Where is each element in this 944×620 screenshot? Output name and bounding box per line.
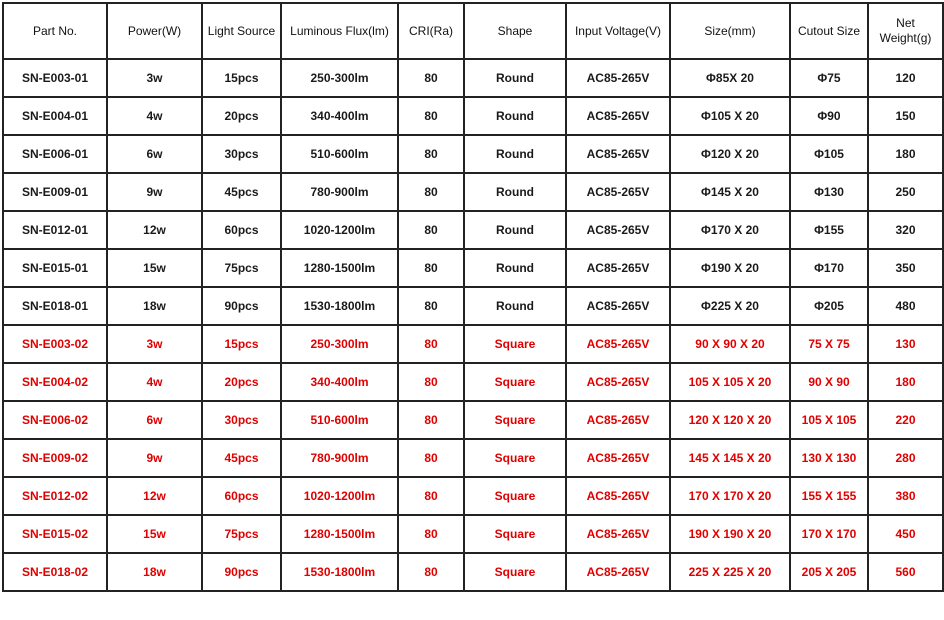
table-row xyxy=(3,401,943,439)
cell-luminous-flux: 1530-1800lm xyxy=(281,287,398,325)
header-row xyxy=(3,3,943,59)
cell-shape: Square xyxy=(464,439,566,477)
cell-input-voltage: AC85-265V xyxy=(566,477,670,515)
table-row xyxy=(3,439,943,477)
cell-net-weight: 120 xyxy=(868,59,943,97)
cell-cutout-size: 90 X 90 xyxy=(790,363,868,401)
column-header-shape: Shape xyxy=(464,3,566,59)
cell-net-weight: 380 xyxy=(868,477,943,515)
cell-input-voltage: AC85-265V xyxy=(566,135,670,173)
cell-cutout-size: Φ170 xyxy=(790,249,868,287)
cell-part-no: SN-E015-01 xyxy=(3,249,107,287)
cell-luminous-flux: 780-900lm xyxy=(281,173,398,211)
cell-size: Φ145 X 20 xyxy=(670,173,790,211)
cell-input-voltage: AC85-265V xyxy=(566,439,670,477)
cell-part-no: SN-E006-01 xyxy=(3,135,107,173)
cell-part-no: SN-E004-02 xyxy=(3,363,107,401)
column-header-light-source: Light Source xyxy=(202,3,281,59)
cell-input-voltage: AC85-265V xyxy=(566,363,670,401)
cell-luminous-flux: 340-400lm xyxy=(281,97,398,135)
cell-net-weight: 180 xyxy=(868,363,943,401)
table-row xyxy=(3,97,943,135)
table-row xyxy=(3,287,943,325)
cell-net-weight: 130 xyxy=(868,325,943,363)
cell-size: Φ85X 20 xyxy=(670,59,790,97)
cell-input-voltage: AC85-265V xyxy=(566,515,670,553)
cell-cutout-size: Φ155 xyxy=(790,211,868,249)
cell-part-no: SN-E018-02 xyxy=(3,553,107,591)
cell-cri: 80 xyxy=(398,59,464,97)
cell-shape: Round xyxy=(464,173,566,211)
cell-luminous-flux: 340-400lm xyxy=(281,363,398,401)
column-header-cutout-size: Cutout Size xyxy=(790,3,868,59)
column-header-size: Size(mm) xyxy=(670,3,790,59)
cell-shape: Square xyxy=(464,363,566,401)
cell-size: 120 X 120 X 20 xyxy=(670,401,790,439)
spec-table-body xyxy=(3,59,943,591)
table-row xyxy=(3,135,943,173)
cell-luminous-flux: 1020-1200lm xyxy=(281,477,398,515)
table-row xyxy=(3,515,943,553)
cell-shape: Square xyxy=(464,401,566,439)
cell-size: Φ190 X 20 xyxy=(670,249,790,287)
cell-power: 12w xyxy=(107,211,202,249)
table-row xyxy=(3,325,943,363)
cell-power: 6w xyxy=(107,401,202,439)
cell-light-source: 20pcs xyxy=(202,97,281,135)
cell-luminous-flux: 250-300lm xyxy=(281,325,398,363)
cell-size: 145 X 145 X 20 xyxy=(670,439,790,477)
table-row xyxy=(3,59,943,97)
cell-cri: 80 xyxy=(398,287,464,325)
spec-table-header xyxy=(3,3,943,59)
table-row xyxy=(3,477,943,515)
cell-power: 12w xyxy=(107,477,202,515)
cell-cri: 80 xyxy=(398,135,464,173)
cell-power: 4w xyxy=(107,363,202,401)
cell-input-voltage: AC85-265V xyxy=(566,325,670,363)
cell-net-weight: 320 xyxy=(868,211,943,249)
cell-cri: 80 xyxy=(398,515,464,553)
cell-shape: Round xyxy=(464,97,566,135)
cell-cri: 80 xyxy=(398,401,464,439)
cell-input-voltage: AC85-265V xyxy=(566,97,670,135)
cell-part-no: SN-E009-02 xyxy=(3,439,107,477)
cell-shape: Round xyxy=(464,287,566,325)
cell-net-weight: 280 xyxy=(868,439,943,477)
cell-luminous-flux: 510-600lm xyxy=(281,401,398,439)
cell-power: 3w xyxy=(107,59,202,97)
table-row xyxy=(3,211,943,249)
cell-size: Φ170 X 20 xyxy=(670,211,790,249)
cell-input-voltage: AC85-265V xyxy=(566,401,670,439)
cell-shape: Square xyxy=(464,325,566,363)
cell-shape: Round xyxy=(464,211,566,249)
cell-cri: 80 xyxy=(398,325,464,363)
cell-light-source: 90pcs xyxy=(202,287,281,325)
cell-net-weight: 560 xyxy=(868,553,943,591)
cell-cutout-size: 105 X 105 xyxy=(790,401,868,439)
cell-net-weight: 180 xyxy=(868,135,943,173)
cell-part-no: SN-E012-01 xyxy=(3,211,107,249)
cell-cutout-size: Φ105 xyxy=(790,135,868,173)
column-header-net-weight: Net Weight(g) xyxy=(868,3,943,59)
cell-size: Φ105 X 20 xyxy=(670,97,790,135)
cell-cutout-size: 155 X 155 xyxy=(790,477,868,515)
cell-luminous-flux: 1530-1800lm xyxy=(281,553,398,591)
cell-cri: 80 xyxy=(398,553,464,591)
spec-table xyxy=(2,2,944,592)
cell-part-no: SN-E004-01 xyxy=(3,97,107,135)
cell-light-source: 30pcs xyxy=(202,401,281,439)
cell-power: 15w xyxy=(107,249,202,287)
cell-power: 18w xyxy=(107,553,202,591)
column-header-power: Power(W) xyxy=(107,3,202,59)
cell-light-source: 60pcs xyxy=(202,211,281,249)
cell-luminous-flux: 1280-1500lm xyxy=(281,515,398,553)
cell-shape: Square xyxy=(464,553,566,591)
cell-shape: Round xyxy=(464,135,566,173)
cell-net-weight: 450 xyxy=(868,515,943,553)
cell-net-weight: 150 xyxy=(868,97,943,135)
cell-shape: Square xyxy=(464,515,566,553)
cell-shape: Round xyxy=(464,249,566,287)
cell-light-source: 75pcs xyxy=(202,515,281,553)
cell-light-source: 60pcs xyxy=(202,477,281,515)
cell-input-voltage: AC85-265V xyxy=(566,59,670,97)
cell-light-source: 45pcs xyxy=(202,173,281,211)
cell-light-source: 20pcs xyxy=(202,363,281,401)
cell-size: 225 X 225 X 20 xyxy=(670,553,790,591)
column-header-luminous-flux: Luminous Flux(lm) xyxy=(281,3,398,59)
column-header-cri: CRI(Ra) xyxy=(398,3,464,59)
cell-light-source: 15pcs xyxy=(202,59,281,97)
cell-power: 4w xyxy=(107,97,202,135)
cell-input-voltage: AC85-265V xyxy=(566,211,670,249)
cell-input-voltage: AC85-265V xyxy=(566,287,670,325)
cell-shape: Square xyxy=(464,477,566,515)
cell-luminous-flux: 1020-1200lm xyxy=(281,211,398,249)
cell-light-source: 30pcs xyxy=(202,135,281,173)
cell-luminous-flux: 250-300lm xyxy=(281,59,398,97)
cell-light-source: 75pcs xyxy=(202,249,281,287)
cell-size: 90 X 90 X 20 xyxy=(670,325,790,363)
cell-net-weight: 480 xyxy=(868,287,943,325)
cell-part-no: SN-E009-01 xyxy=(3,173,107,211)
cell-size: Φ120 X 20 xyxy=(670,135,790,173)
cell-light-source: 15pcs xyxy=(202,325,281,363)
cell-light-source: 45pcs xyxy=(202,439,281,477)
cell-cutout-size: Φ205 xyxy=(790,287,868,325)
cell-cri: 80 xyxy=(398,173,464,211)
table-row xyxy=(3,553,943,591)
cell-part-no: SN-E003-01 xyxy=(3,59,107,97)
cell-cri: 80 xyxy=(398,97,464,135)
cell-cutout-size: 130 X 130 xyxy=(790,439,868,477)
cell-input-voltage: AC85-265V xyxy=(566,173,670,211)
cell-cutout-size: 170 X 170 xyxy=(790,515,868,553)
cell-luminous-flux: 780-900lm xyxy=(281,439,398,477)
cell-power: 18w xyxy=(107,287,202,325)
cell-part-no: SN-E006-02 xyxy=(3,401,107,439)
cell-part-no: SN-E003-02 xyxy=(3,325,107,363)
cell-power: 3w xyxy=(107,325,202,363)
cell-shape: Round xyxy=(464,59,566,97)
cell-cri: 80 xyxy=(398,211,464,249)
cell-part-no: SN-E015-02 xyxy=(3,515,107,553)
cell-net-weight: 220 xyxy=(868,401,943,439)
table-row xyxy=(3,249,943,287)
cell-cri: 80 xyxy=(398,477,464,515)
cell-light-source: 90pcs xyxy=(202,553,281,591)
cell-cutout-size: 205 X 205 xyxy=(790,553,868,591)
cell-size: 170 X 170 X 20 xyxy=(670,477,790,515)
cell-cutout-size: Φ75 xyxy=(790,59,868,97)
cell-cri: 80 xyxy=(398,439,464,477)
cell-part-no: SN-E012-02 xyxy=(3,477,107,515)
cell-size: Φ225 X 20 xyxy=(670,287,790,325)
cell-cri: 80 xyxy=(398,249,464,287)
table-row xyxy=(3,363,943,401)
cell-net-weight: 250 xyxy=(868,173,943,211)
column-header-part-no: Part No. xyxy=(3,3,107,59)
cell-power: 6w xyxy=(107,135,202,173)
cell-net-weight: 350 xyxy=(868,249,943,287)
cell-size: 190 X 190 X 20 xyxy=(670,515,790,553)
cell-cri: 80 xyxy=(398,363,464,401)
cell-cutout-size: Φ130 xyxy=(790,173,868,211)
cell-cutout-size: Φ90 xyxy=(790,97,868,135)
cell-size: 105 X 105 X 20 xyxy=(670,363,790,401)
cell-luminous-flux: 510-600lm xyxy=(281,135,398,173)
cell-cutout-size: 75 X 75 xyxy=(790,325,868,363)
cell-power: 15w xyxy=(107,515,202,553)
cell-luminous-flux: 1280-1500lm xyxy=(281,249,398,287)
cell-power: 9w xyxy=(107,173,202,211)
table-row xyxy=(3,173,943,211)
cell-input-voltage: AC85-265V xyxy=(566,249,670,287)
cell-input-voltage: AC85-265V xyxy=(566,553,670,591)
cell-part-no: SN-E018-01 xyxy=(3,287,107,325)
cell-power: 9w xyxy=(107,439,202,477)
column-header-input-voltage: Input Voltage(V) xyxy=(566,3,670,59)
